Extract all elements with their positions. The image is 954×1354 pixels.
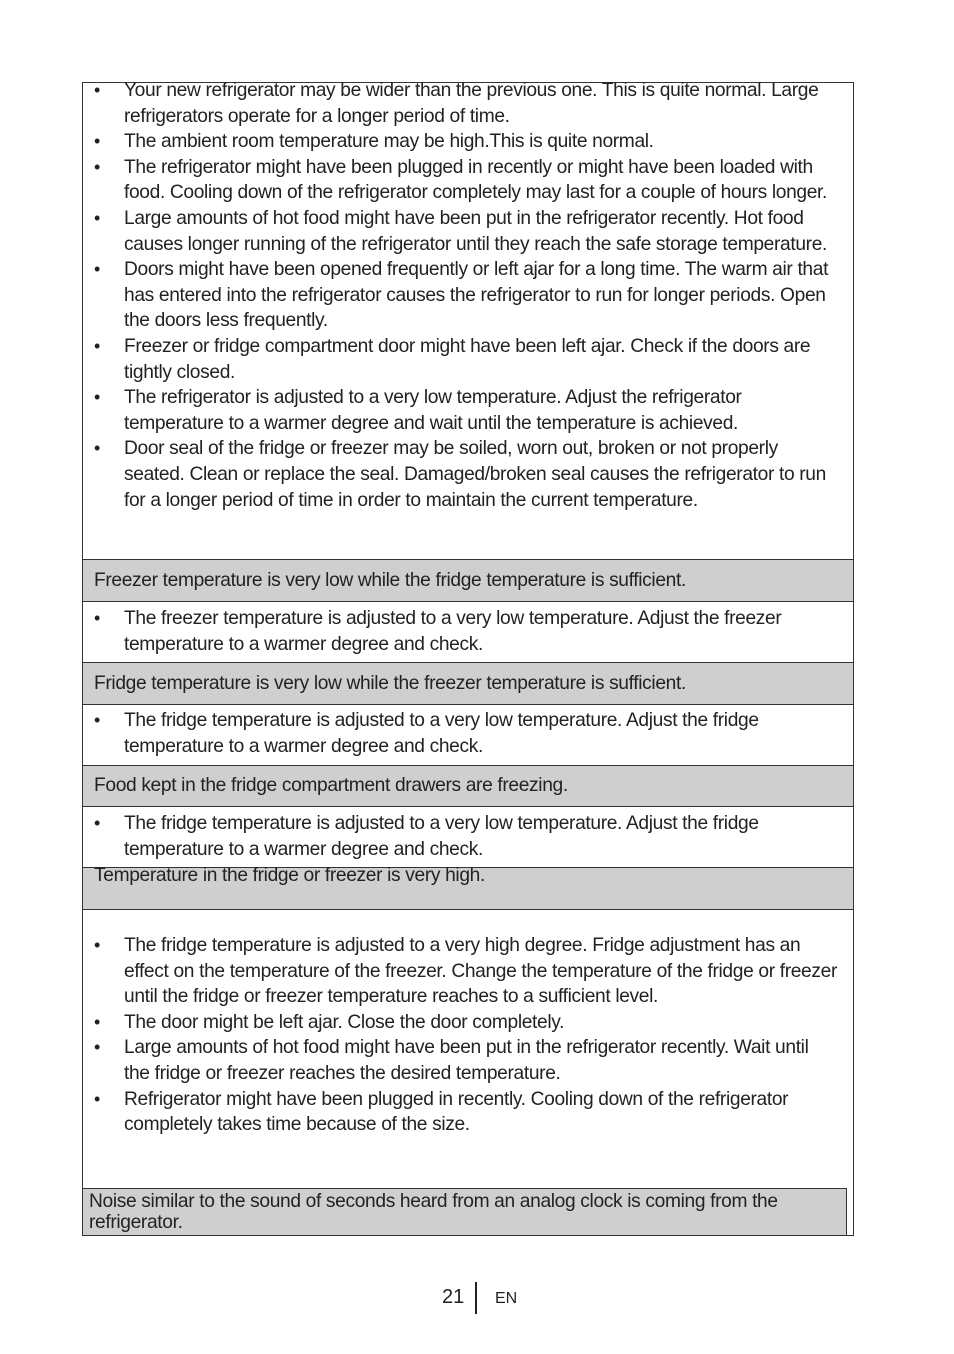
- solution-section-drawers-freezing: [83, 811, 853, 867]
- troubleshooting-table: [82, 82, 854, 1236]
- list-item: • Large amounts of hot food might have been put in the refrigerator recently. Hot food causes longer running of the refrigerator until they reach the safe storage temperature.: [83, 206, 853, 257]
- list-item: • The freezer temperature is adjusted to a very low temperature. Adjust the freezer temperature to a warmer degree and check.: [83, 606, 853, 657]
- list-item: • The refrigerator might have been plugged in recently or might have been loaded with food. Cooling down of the refrigerator completely may last for a couple of hours longer.: [83, 155, 853, 206]
- list-item: • Large amounts of hot food might have been put in the refrigerator recently. Wait until the fridge or freezer reaches the desired temperature.: [83, 1035, 853, 1086]
- list-item: • The fridge temperature is adjusted to a very low temperature. Adjust the fridge temperature to a warmer degree and check.: [83, 708, 853, 759]
- list-item: • The refrigerator is adjusted to a very low temperature. Adjust the refrigerator temperature to a warmer degree and wait until the temperature is achieved.: [83, 385, 853, 436]
- list-item: • The fridge temperature is adjusted to a very low temperature. Adjust the fridge temperature to a warmer degree and check.: [83, 811, 853, 862]
- problem-header-temp-high: Temperature in the fridge or freezer is very high.: [83, 867, 853, 910]
- solution-section-temp-high: [83, 933, 853, 1143]
- top-bullet-list: [83, 78, 853, 513]
- page-number: 21: [442, 1286, 465, 1308]
- list-item: • The door might be left ajar. Close the door completely.: [83, 1010, 853, 1036]
- top-bullet-section: [83, 78, 853, 559]
- list-item: • Your new refrigerator may be wider than the previous one. This is quite normal. Large refrigerators operate for a longer period of time.: [83, 78, 853, 129]
- page-footer: [0, 1282, 954, 1316]
- list-item: • Refrigerator might have been plugged in recently. Cooling down of the refrigerator completely takes time because of the size.: [83, 1087, 853, 1138]
- list-item: • Doors might have been opened frequently or left ajar for a long time. The warm air that has entered into the refrigerator causes the refrigerator to run for longer periods. Open the doors less frequently.: [83, 257, 853, 334]
- problem-header-freezer-low: Freezer temperature is very low while the fridge temperature is sufficient.: [83, 559, 853, 602]
- language-label: EN: [495, 1290, 518, 1307]
- problem-header-fridge-low: Fridge temperature is very low while the freezer temperature is sufficient.: [83, 662, 853, 705]
- footer-divider: [475, 1282, 477, 1314]
- list-item: • Freezer or fridge compartment door might have been left ajar. Check if the doors are tightly closed.: [83, 334, 853, 385]
- list-item: • Door seal of the fridge or freezer may be soiled, worn out, broken or not properly seated. Clean or replace the seal. Damaged/broken seal causes the refrigerator to run for a longer period of time in order to maintain the current temperature.: [83, 436, 853, 513]
- problem-header-drawers-freezing: Food kept in the fridge compartment drawers are freezing.: [83, 765, 853, 807]
- solution-section-freezer-low: [83, 605, 853, 662]
- list-item: • The fridge temperature is adjusted to a very high degree. Fridge adjustment has an effect on the temperature of the freezer. Change the temperature of the fridge or freezer until the fridge or freezer temperature reaches to a sufficient level.: [83, 933, 853, 1010]
- list-item: • The ambient room temperature may be high.This is quite normal.: [83, 129, 853, 155]
- solution-section-fridge-low: [83, 708, 853, 765]
- problem-header-noise: Noise similar to the sound of seconds heard from an analog clock is coming from the refrigerator.: [83, 1188, 847, 1236]
